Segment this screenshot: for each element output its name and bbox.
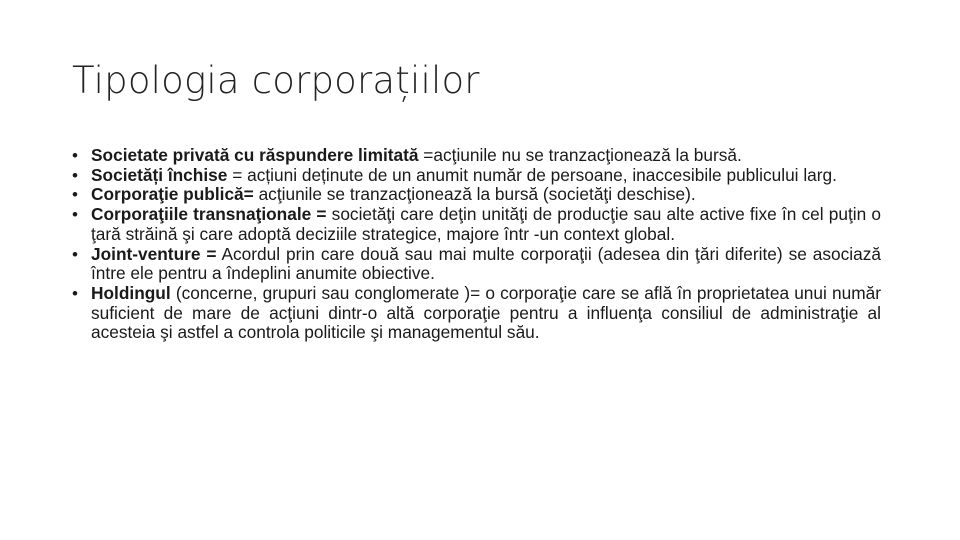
bullet-text: societăţi care deţin unităţi de producţie sau alte active fixe în cel puţin o ţară străină şi care adoptă deciziile strategice, majore într -un context global.: [91, 204, 882, 244]
bullet-item-private-limited: [72, 146, 881, 166]
bullet-text: Acordul prin care două sau mai multe corporaţii (adesea din ţări diferite) se asociază între ele pentru a îndeplini anumite obiective.: [91, 243, 881, 284]
bullet-item-holding: [72, 284, 881, 343]
bullet-term: Corporaţie publică=: [91, 184, 254, 205]
bullet-term: Joint-venture =: [91, 243, 217, 264]
slide-title: Tipologia corporațiilor: [72, 59, 480, 102]
bullet-dot-icon: •: [72, 165, 78, 185]
bullet-term: Societăți închise: [91, 164, 228, 185]
bullet-item-public-corporation: [72, 185, 881, 205]
bullet-term: Societate privată cu răspundere limitată: [91, 145, 419, 165]
bullet-text: = acțiuni deținute de un anumit număr de persoane, inaccesibile publicului larg.: [227, 164, 837, 185]
bullet-dot-icon: •: [72, 283, 78, 303]
bullet-dot-icon: •: [72, 244, 78, 264]
bullet-item-transnational: [72, 205, 881, 244]
bullet-text: =acţiunile nu se tranzacţionează la bursă.: [418, 145, 742, 165]
bullet-text: acţiunile se tranzacţionează la bursă (societăţi deschise).: [253, 184, 696, 205]
bullet-item-closed-companies: [72, 166, 881, 186]
bullet-list: [72, 146, 881, 343]
bullet-term: Holdingul: [91, 282, 171, 303]
bullet-text: (concerne, grupuri sau conglomerate )= o corporaţie care se află în proprietatea unui număr suficient de mare de acţiuni dintr-o altă corporaţie pentru a influenţa consiliul de administraţie al acesteia şi astfel a controla politicile şi managementul său.: [91, 282, 881, 343]
bullet-item-joint-venture: [72, 245, 881, 284]
bullet-term: Corporaţiile transnaţionale =: [91, 204, 327, 225]
bullet-dot-icon: •: [72, 185, 78, 205]
bullet-dot-icon: •: [72, 205, 78, 225]
bullet-dot-icon: •: [72, 146, 78, 165]
